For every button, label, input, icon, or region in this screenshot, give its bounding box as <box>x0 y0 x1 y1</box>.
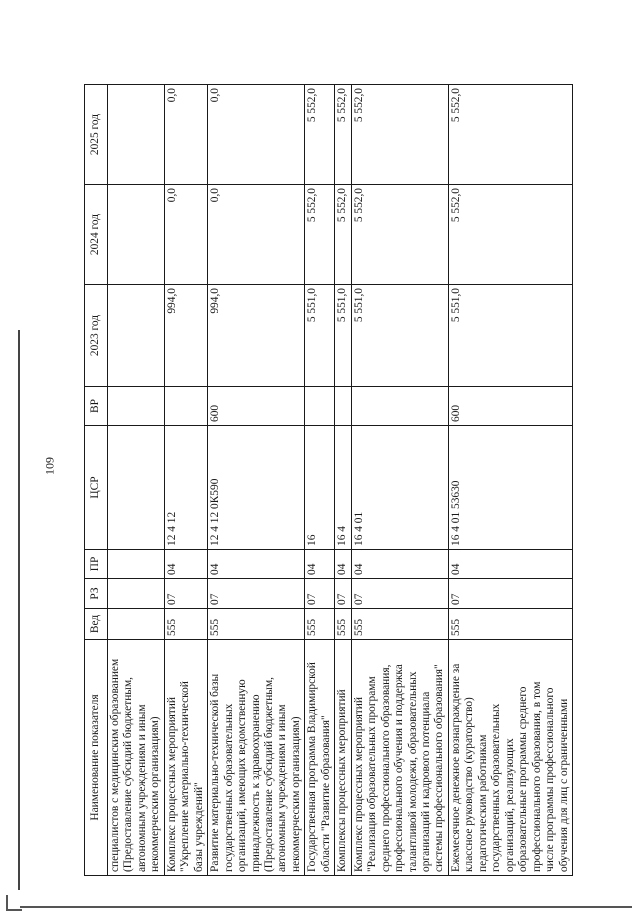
row-2024: 5 552,0 <box>335 185 351 285</box>
row-2025: 0,0 <box>208 85 305 185</box>
row-name: Комплекс процессных мероприятий "Реализация образовательных программ среднего профессионального образования, профессионального обучения и поддержка талантливой молодежи, образовательных организаций и кадрового потенциала системы профессионального образования" <box>351 640 448 876</box>
row-name: Комплексы процессных мероприятий <box>335 640 351 876</box>
row-rz: 07 <box>448 579 572 609</box>
table-row <box>208 85 305 876</box>
row-rz: 07 <box>335 579 351 609</box>
row-name: специалистов с медицинским образованием (Предоставление субсидий бюджетным, автономным учреждениям и иным некоммерческим организациям) <box>108 640 165 876</box>
header-2023: 2023 год <box>85 285 108 387</box>
row-2025: 0,0 <box>164 85 207 185</box>
header-2025: 2025 год <box>85 85 108 185</box>
row-vr <box>351 387 448 426</box>
row-csr: 16 <box>305 426 335 550</box>
row-2024: 0,0 <box>164 185 207 285</box>
row-vr <box>164 387 207 426</box>
row-csr: 12 4 12 0К590 <box>208 426 305 550</box>
table-row <box>351 85 448 876</box>
header-ved: Вед <box>85 609 108 640</box>
row-vr <box>108 387 165 426</box>
row-pr: 04 <box>351 550 448 579</box>
row-name: Государственная программа Владимирской области "Развитие образования" <box>305 640 335 876</box>
row-pr: 04 <box>305 550 335 579</box>
row-2024: 5 552,0 <box>448 185 572 285</box>
row-rz: 07 <box>351 579 448 609</box>
row-ved: 555 <box>335 609 351 640</box>
row-2023: 994,0 <box>208 285 305 387</box>
row-vr: 600 <box>208 387 305 426</box>
table-row <box>108 85 165 876</box>
row-pr: 04 <box>335 550 351 579</box>
header-csr: ЦСР <box>85 426 108 550</box>
row-csr: 16 4 01 53630 <box>448 426 572 550</box>
header-rz: РЗ <box>85 579 108 609</box>
row-vr <box>305 387 335 426</box>
row-ved <box>108 609 165 640</box>
row-2023: 5 551,0 <box>305 285 335 387</box>
table-row <box>164 85 207 876</box>
row-2023 <box>108 285 165 387</box>
header-pr: ПР <box>85 550 108 579</box>
row-2025: 5 552,0 <box>448 85 572 185</box>
row-csr <box>108 426 165 550</box>
row-ved: 555 <box>305 609 335 640</box>
table-row <box>305 85 335 876</box>
row-2024 <box>108 185 165 285</box>
row-ved: 555 <box>351 609 448 640</box>
row-rz <box>108 579 165 609</box>
row-rz: 07 <box>208 579 305 609</box>
row-rz: 07 <box>305 579 335 609</box>
row-name: Развитие материально-технической базы государственных образовательных организаций, имеющих ведомственную принадлежность к здравоохранению (Предоставление субсидий бюджетным, автономным учреждениям и иным некоммерческим организациям) <box>208 640 305 876</box>
row-name: Ежемесячное денежное вознаграждение за классное руководство (кураторство) педагогическим работникам государственных образовательных организаций, реализующих образовательные программы среднего профессионального образования, в том числе программы профессионального обучения для лиц с ограниченными <box>448 640 572 876</box>
row-2025: 5 552,0 <box>305 85 335 185</box>
row-2025: 5 552,0 <box>351 85 448 185</box>
scan-corner-mark <box>6 895 22 911</box>
row-csr: 12 4 12 <box>164 426 207 550</box>
row-2025: 5 552,0 <box>335 85 351 185</box>
table-header-row <box>85 85 108 876</box>
row-2025 <box>108 85 165 185</box>
row-2023: 5 551,0 <box>351 285 448 387</box>
scan-bottom-line <box>20 906 632 908</box>
header-vr: ВР <box>85 387 108 426</box>
row-csr: 16 4 <box>335 426 351 550</box>
row-name: Комплекс процессных мероприятий "Укрепление материально-технической базы учреждений" <box>164 640 207 876</box>
budget-table <box>84 84 573 876</box>
table-row <box>448 85 572 876</box>
row-vr <box>335 387 351 426</box>
row-2024: 5 552,0 <box>351 185 448 285</box>
row-2023: 5 551,0 <box>448 285 572 387</box>
scan-edge-line <box>18 330 20 890</box>
row-2024: 5 552,0 <box>305 185 335 285</box>
row-pr <box>108 550 165 579</box>
table-row <box>335 85 351 876</box>
rotated-table-container <box>84 85 607 876</box>
row-pr: 04 <box>208 550 305 579</box>
row-2023: 5 551,0 <box>335 285 351 387</box>
header-name: Наименование показателя <box>85 640 108 876</box>
row-rz: 07 <box>164 579 207 609</box>
row-ved: 555 <box>448 609 572 640</box>
row-2024: 0,0 <box>208 185 305 285</box>
row-ved: 555 <box>164 609 207 640</box>
row-pr: 04 <box>448 550 572 579</box>
row-pr: 04 <box>164 550 207 579</box>
page-number: 109 <box>42 457 57 475</box>
row-ved: 555 <box>208 609 305 640</box>
row-2023: 994,0 <box>164 285 207 387</box>
row-vr: 600 <box>448 387 572 426</box>
header-2024: 2024 год <box>85 185 108 285</box>
row-csr: 16 4 01 <box>351 426 448 550</box>
